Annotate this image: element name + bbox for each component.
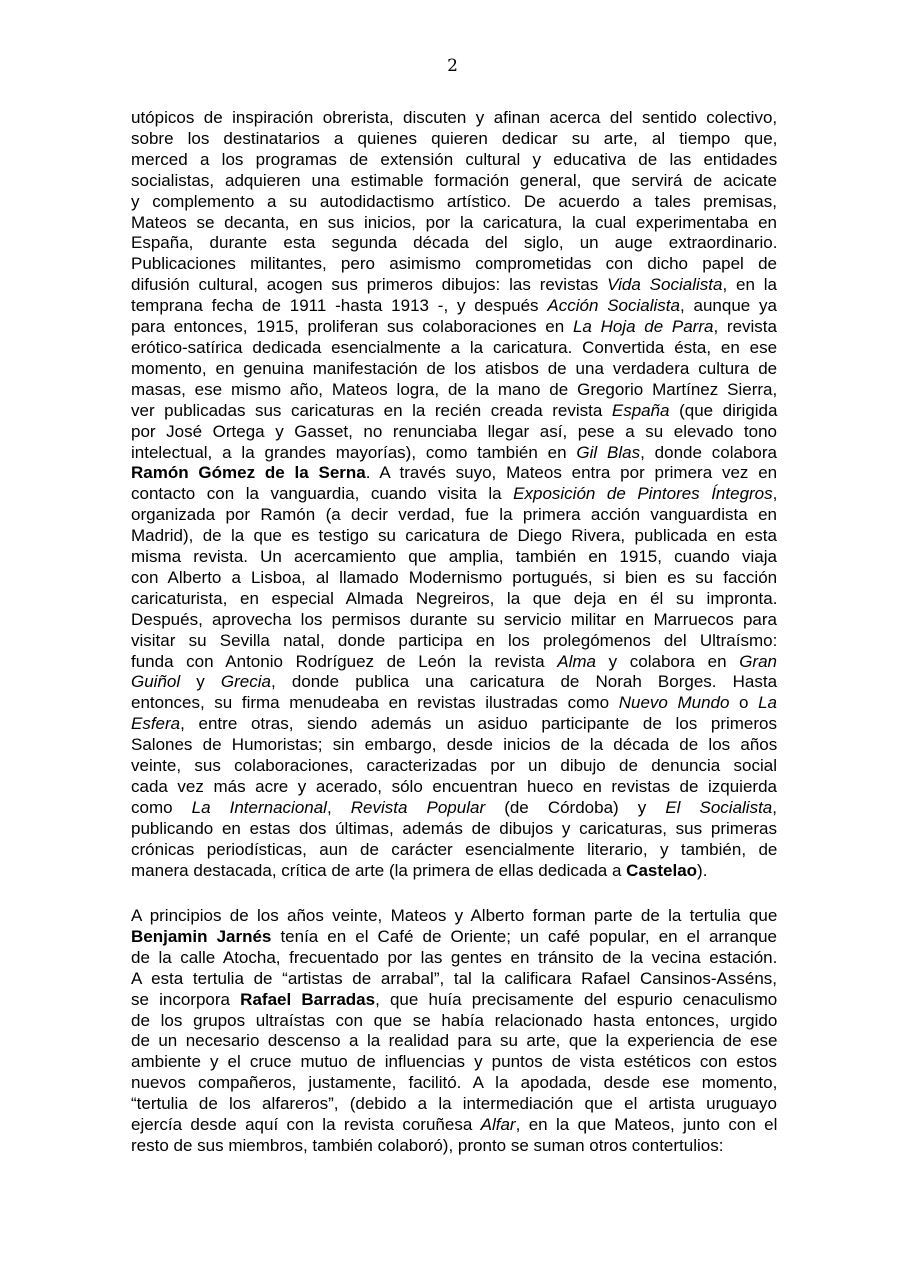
text-line [131,589,777,610]
italic-text: La [758,693,777,713]
text-line [131,840,777,861]
italic-text: El Socialista [665,797,773,817]
italic-text: Vida Socialista [607,275,723,295]
text-line [131,948,777,969]
text-line [131,505,777,526]
bold-text: Benjamin Jarnés [131,926,272,946]
text-line [131,714,777,735]
text-line [131,359,777,380]
italic-text: Esfera [131,714,181,734]
italic-text: Nuevo Mundo [618,693,730,713]
text-segment: intelectual, a la grandes mayorías), como también en [131,442,577,462]
text-segment: , que huía precisamente del espurio cenaculismo [375,989,778,1009]
text-segment: se incorpora [131,989,241,1009]
text-segment: organizada por Ramón (a decir verdad, fue la primera acción vanguardista en [131,505,777,525]
italic-text: Gil Blas [576,442,641,462]
text-segment: visitar su Sevilla natal, donde participa en los prolegómenos del Ultraísmo: [131,630,778,650]
italic-text: La Hoja de Parra [572,317,714,337]
text-segment: , entre otras, siendo además un asiduo participante de los primeros [180,714,777,734]
text-segment: cada vez más acre y acerado, sólo encuentran hueco en revistas de izquierda [131,777,777,796]
text-segment: , [772,484,778,504]
text-line [131,756,777,777]
italic-text: Alfar [480,1115,516,1135]
text-line [131,108,777,129]
text-segment: Mateos se decanta, en sus inicios, por la caricatura, la cual experimentaba en [131,212,777,232]
text-segment: , [772,797,777,817]
text-line [131,652,777,673]
text-line [131,568,777,589]
bold-text: Castelao [626,860,698,880]
text-segment: , revista [713,317,777,337]
text-line [131,1031,777,1052]
text-line [131,213,777,234]
text-line [131,547,777,568]
text-segment: A principios de los años veinte, Mateos y Alberto forman parte de la tertulia que [131,906,778,925]
text-segment: manera destacada, crítica de arte (la primera de ellas dedicada a [131,860,627,880]
text-line [131,693,777,714]
text-segment: y colabora en [596,651,740,671]
text-segment: difusión cultural, acogen sus primeros dibujos: las revistas [131,275,608,295]
text-line [131,1052,777,1073]
text-segment: masas, ese mismo año, Mateos logra, de la mano de Gregorio Martínez Sierra, [131,379,778,399]
text-segment: erótico-satírica dedicada esencialmente a la caricatura. Convertida ésta, en ese [131,337,778,357]
text-line [131,171,777,192]
text-line [131,275,777,296]
text-line [131,990,777,1011]
text-segment: sobre los destinatarios a quienes quieren dedicar su arte, al tiempo que, [131,128,778,148]
italic-text: Guiñol [131,672,181,692]
bold-text: Ramón Gómez de la Serna [131,463,366,483]
text-segment: contacto con la vanguardia, cuando visita la [131,484,514,504]
text-segment: de un necesario descenso a la realidad para su arte, que la experiencia de ese [131,1031,778,1051]
text-segment: “tertulia de los alfareros”, (debido a la intermediación que el artista uruguayo [131,1094,777,1114]
text-segment: Publicaciones militantes, pero asimismo comprometidas con dicho papel de [131,254,777,274]
text-segment: ambiente y el cruce mutuo de influencias y puntos de vista estéticos con estos [131,1052,777,1072]
text-line [131,192,777,213]
page-number: 2 [447,56,458,76]
text-line [131,443,777,464]
body-paragraph-2 [131,906,777,1157]
italic-text: Alma [557,651,596,671]
text-segment: veinte, sus colaboraciones, caracterizadas por un dibujo de denuncia social [131,756,777,776]
text-segment: ejercía desde aquí con la revista coruñesa [131,1115,481,1135]
text-segment: de la calle Atocha, frecuentado por las gentes en tránsito de la vecina estación. [131,947,778,967]
text-segment: y [180,672,221,692]
text-line [131,798,777,819]
text-segment: Después, aprovecha los permisos durante su servicio militar en Marruecos para [131,609,777,629]
text-segment: , aunque ya [679,296,777,316]
text-segment: entonces, su firma menudeaba en revistas ilustradas como [131,693,619,713]
italic-text: Grecia [220,672,271,692]
text-segment: Salones de Humoristas; sin embargo, desde inicios de la década de los años [131,735,778,755]
text-segment: utópicos de inspiración obrerista, discuten y afinan acerca del sentido colectivo, [131,108,778,127]
text-segment: España, durante esta segunda década del siglo, un auge extraordinario. [131,233,778,253]
italic-text: Exposición de Pintores Íntegros [513,484,773,504]
text-line [131,1073,777,1094]
text-line [131,927,777,948]
text-line [131,610,777,631]
text-line [131,861,777,882]
text-line [131,906,777,927]
text-line [131,819,777,840]
italic-text: La Internacional [191,797,327,817]
italic-text: Gran [739,651,777,671]
text-line [131,463,777,484]
text-line [131,150,777,171]
text-segment: misma revista. Un acercamiento que amplia, también en 1915, cuando viaja [131,547,777,567]
text-line [131,672,777,693]
text-segment: publicando en estas dos últimas, además de dibujos y caricaturas, sus primeras [131,818,777,838]
text-line [131,1136,777,1157]
text-segment: , [326,797,351,817]
text-segment: tenía en el Café de Oriente; un café popular, en el arranque [271,926,777,946]
text-line [131,526,777,547]
text-line [131,1115,777,1136]
text-segment: ver publicadas sus caricaturas en la recién creada revista [131,400,612,420]
text-segment: y complemento a su autodidactismo artístico. De acuerdo a tales premisas, [131,191,777,211]
text-line [131,777,777,798]
bold-text: Rafael Barradas [240,989,376,1009]
text-segment: , en la [722,275,777,295]
text-segment: crónicas periodísticas, aun de carácter esencialmente literario, y también, de [131,839,778,859]
text-line [131,484,777,505]
text-segment: momento, en genuina manifestación de los atisbos de una verdadera cultura de [131,358,778,378]
text-segment: socialistas, adquieren una estimable formación general, que servirá de acicate [131,170,777,190]
text-line [131,233,777,254]
text-line [131,380,777,401]
text-line [131,631,777,652]
text-segment: funda con Antonio Rodríguez de León la revista [131,651,558,671]
body-paragraph-1 [131,108,777,882]
text-segment: caricaturista, en especial Almada Negreiros, la que deja en él su impronta. [131,588,778,608]
text-segment: para entonces, 1915, proliferan sus colaboraciones en [131,317,573,337]
italic-text: Acción Socialista [547,296,680,316]
text-line [131,317,777,338]
text-line [131,254,777,275]
text-segment: . A través suyo, Mateos entra por primera vez en [365,463,778,483]
text-line [131,735,777,756]
text-line [131,1094,777,1115]
text-line [131,129,777,150]
text-line [131,422,777,443]
text-line [131,338,777,359]
text-segment: ). [697,860,708,880]
text-line [131,401,777,422]
italic-text: España [611,400,670,420]
text-segment: (que dirigida [669,400,778,420]
text-segment: merced a los programas de extensión cultural y educativa de las entidades [131,149,778,169]
text-line [131,969,777,990]
text-segment: (de Córdoba) y [485,797,666,817]
text-segment: resto de sus miembros, también colaboró), pronto se suman otros contertulios: [131,1135,724,1155]
text-segment: como [131,797,192,817]
text-segment: o [729,693,759,713]
text-line [131,1011,777,1032]
text-segment: nuevos compañeros, justamente, facilitó. A la apodada, desde ese momento, [131,1073,778,1093]
text-segment: temprana fecha de 1911 -hasta 1913 -, y después [131,296,548,316]
text-segment: , donde publica una caricatura de Norah Borges. Hasta [270,672,778,692]
text-segment: , en la que Mateos, junto con el [515,1115,778,1135]
text-segment: por José Ortega y Gasset, no renunciaba llegar así, pese a su elevado tono [131,421,777,441]
text-segment: , donde colabora [640,442,777,462]
text-segment: con Alberto a Lisboa, al llamado Modernismo portugués, si bien es su facción [131,567,778,587]
text-segment: de los grupos ultraístas con que se había relacionado hasta entonces, urgido [131,1010,778,1030]
text-line [131,296,777,317]
italic-text: Revista Popular [350,797,486,817]
text-segment: Madrid), de la que es testigo su caricatura de Diego Rivera, publicada en esta [131,526,777,546]
text-segment: A esta tertulia de “artistas de arrabal”, tal la calificara Rafael Cansinos-Asséns, [131,968,777,988]
